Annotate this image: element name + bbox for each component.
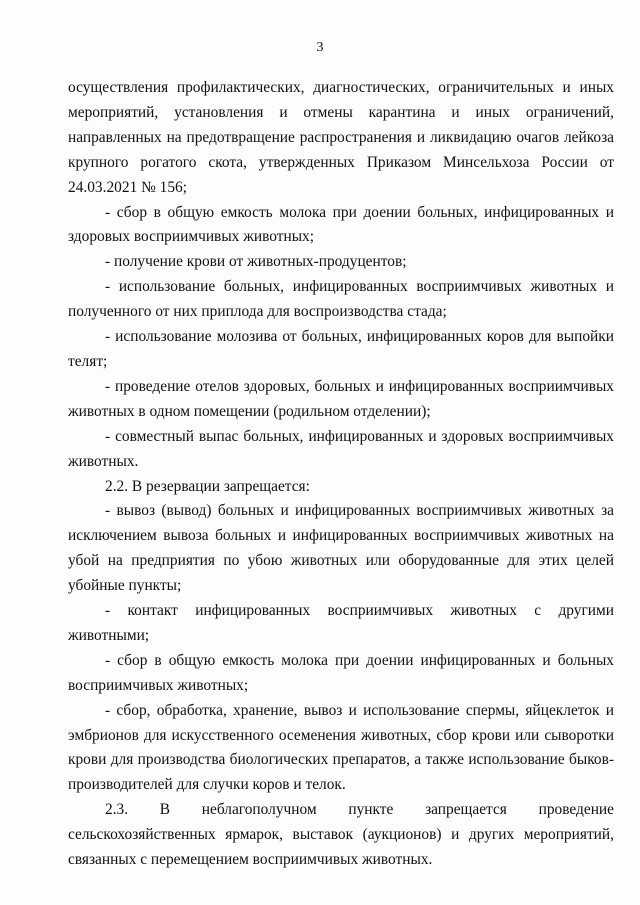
section-2-3-paragraph: 2.3. В неблагополучном пункте запрещается проведение сельскохозяйственных ярмарок, выставок (аукционов) и других мероприятий, связанных с перемещением восприимчивых животных. (68, 801, 614, 869)
paragraph-reservation-milk-ban: - сбор в общую емкость молока при доении инфицированных и больных восприимчивых животных; (68, 651, 614, 694)
paragraph-grazing-ban: - совместный выпас больных, инфицированных и здоровых восприимчивых животных. (68, 427, 614, 470)
paragraph-blood-collection-ban: - получение крови от животных-продуцентов; (105, 253, 407, 271)
paragraph-milk-collection-ban: - сбор в общую емкость молока при доении больных, инфицированных и здоровых восприимчивых животных; (68, 203, 614, 246)
paragraph-breeding-ban: - использование больных, инфицированных восприимчивых животных и полученного от них приплода для воспроизводства стада; (68, 278, 614, 321)
paragraph-colostrum-ban: - использование молозива от больных, инфицированных коров для выпойки телят; (68, 328, 614, 370)
paragraph-continuation: осуществления профилактических, диагностических, ограничительных и иных мероприятий, установления и отмены карантина и иных ограничений, направленных на предотвращение распространения и ликвидацию очагов лейкоза крупного рогатого скота, утвержденных Приказом Минсельхоза России от 24.03.2021 № 156; (68, 79, 614, 196)
paragraph-contact-ban: - контакт инфицированных восприимчивых животных с другими животными; (68, 602, 614, 644)
page-number: 3 (316, 40, 324, 55)
paragraph-export-ban: - вывоз (вывод) больных и инфицированных восприимчивых животных за исключением вывоза больных и инфицированных восприимчивых животных на убой на предприятия по убою животных или оборудованные для этих целей убойные пункты; (68, 502, 614, 595)
document-body (68, 76, 614, 873)
section-2-2-heading: 2.2. В резервации запрещается: (105, 477, 310, 495)
paragraph-calving-ban: - проведение отелов здоровых, больных и инфицированных восприимчивых животных в одном помещении (родильном отделении); (68, 377, 614, 420)
paragraph-semen-ban: - сбор, обработка, хранение, вывоз и использование спермы, яйцеклеток и эмбрионов для искусственного осеменения животных, сбор крови или сыворотки крови для производства биологических препаратов, а также использование быков-производителей для случки коров и телок. (68, 701, 614, 794)
